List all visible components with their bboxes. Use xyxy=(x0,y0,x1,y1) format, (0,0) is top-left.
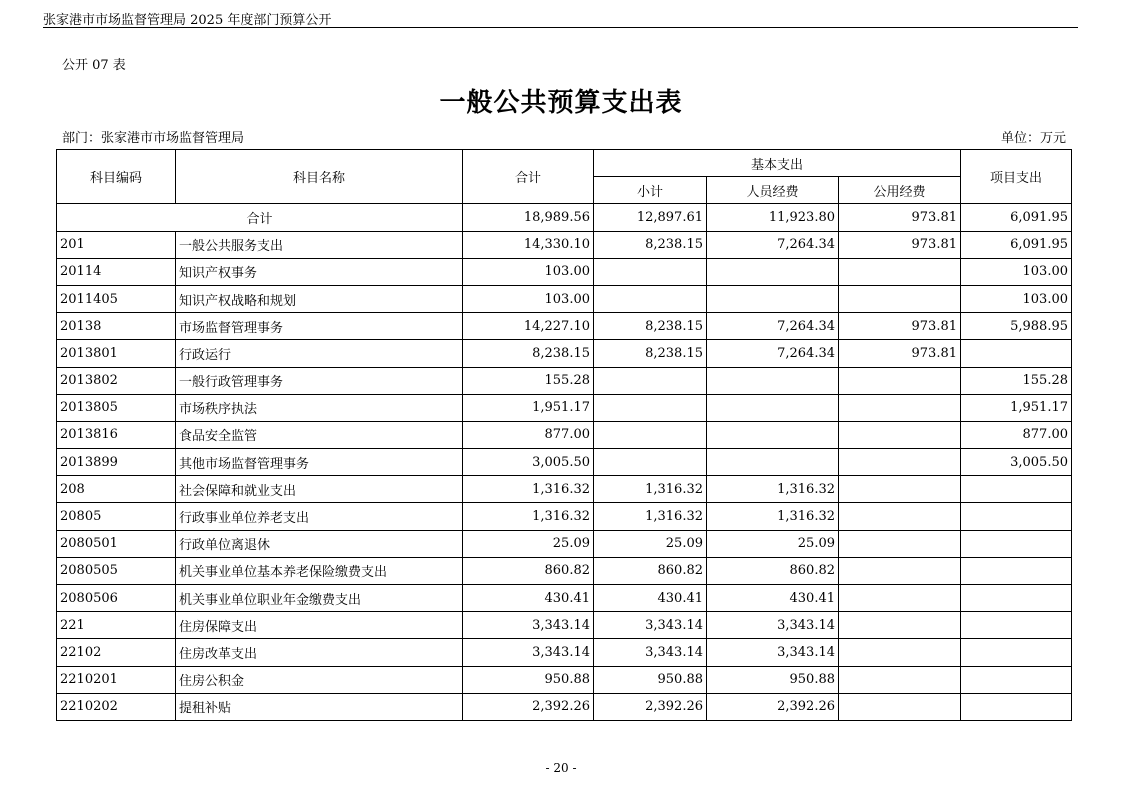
row-code: 2013899 xyxy=(57,449,176,476)
row-personnel: 7,264.34 xyxy=(707,231,839,258)
table-row xyxy=(57,612,1072,639)
row-total: 14,330.10 xyxy=(463,231,594,258)
row-total: 950.88 xyxy=(463,666,594,693)
row-name: 行政运行 xyxy=(176,340,463,367)
row-project xyxy=(961,503,1072,530)
table-row xyxy=(57,666,1072,693)
table-row xyxy=(57,313,1072,340)
row-project: 5,988.95 xyxy=(961,313,1072,340)
row-name: 社会保障和就业支出 xyxy=(176,476,463,503)
row-name: 行政单位离退休 xyxy=(176,530,463,557)
row-personnel: 1,316.32 xyxy=(707,476,839,503)
row-code: 2080501 xyxy=(57,530,176,557)
col-header-project: 项目支出 xyxy=(961,150,1072,204)
row-total: 155.28 xyxy=(463,367,594,394)
row-personnel xyxy=(707,449,839,476)
col-header-personnel: 人员经费 xyxy=(707,177,839,204)
row-project xyxy=(961,530,1072,557)
row-public xyxy=(839,258,961,285)
row-public xyxy=(839,530,961,557)
row-subtotal: 3,343.14 xyxy=(594,639,707,666)
row-project xyxy=(961,666,1072,693)
row-subtotal: 2,392.26 xyxy=(594,693,707,720)
header-rule xyxy=(43,27,1078,28)
row-name: 其他市场监督管理事务 xyxy=(176,449,463,476)
row-code: 2210201 xyxy=(57,666,176,693)
budget-table xyxy=(56,149,1072,721)
row-personnel: 1,316.32 xyxy=(707,503,839,530)
row-project xyxy=(961,639,1072,666)
page-number: - 20 - xyxy=(545,761,577,775)
row-project: 103.00 xyxy=(961,285,1072,312)
row-subtotal xyxy=(594,285,707,312)
row-name: 一般公共服务支出 xyxy=(176,231,463,258)
row-name: 一般行政管理事务 xyxy=(176,367,463,394)
row-total: 103.00 xyxy=(463,258,594,285)
row-subtotal xyxy=(594,449,707,476)
row-subtotal: 860.82 xyxy=(594,557,707,584)
row-subtotal xyxy=(594,421,707,448)
row-personnel xyxy=(707,421,839,448)
row-code: 2013805 xyxy=(57,394,176,421)
row-personnel: 430.41 xyxy=(707,585,839,612)
department-label: 部门：张家港市市场监督管理局 xyxy=(62,131,245,146)
row-subtotal: 430.41 xyxy=(594,585,707,612)
table-row xyxy=(57,585,1072,612)
row-project xyxy=(961,557,1072,584)
row-public xyxy=(839,476,961,503)
row-code: 2210202 xyxy=(57,693,176,720)
row-code: 20138 xyxy=(57,313,176,340)
row-code: 2013816 xyxy=(57,421,176,448)
total-total: 18,989.56 xyxy=(463,204,594,231)
form-code: 公开 07 表 xyxy=(62,58,126,73)
page-title: 一般公共预算支出表 xyxy=(439,88,683,118)
row-name: 市场秩序执法 xyxy=(176,394,463,421)
total-label: 合计 xyxy=(57,204,463,231)
row-total: 430.41 xyxy=(463,585,594,612)
row-name: 提租补贴 xyxy=(176,693,463,720)
row-name: 机关事业单位职业年金缴费支出 xyxy=(176,585,463,612)
row-public: 973.81 xyxy=(839,313,961,340)
unit-label: 单位：万元 xyxy=(1000,131,1066,146)
total-public: 973.81 xyxy=(839,204,961,231)
row-name: 知识产权战略和规划 xyxy=(176,285,463,312)
row-total: 25.09 xyxy=(463,530,594,557)
row-name: 行政事业单位养老支出 xyxy=(176,503,463,530)
row-public xyxy=(839,449,961,476)
row-project xyxy=(961,340,1072,367)
row-project: 877.00 xyxy=(961,421,1072,448)
row-total: 860.82 xyxy=(463,557,594,584)
col-header-name: 科目名称 xyxy=(176,150,463,204)
row-project xyxy=(961,612,1072,639)
row-public xyxy=(839,394,961,421)
row-code: 2080505 xyxy=(57,557,176,584)
total-subtotal: 12,897.61 xyxy=(594,204,707,231)
row-personnel: 860.82 xyxy=(707,557,839,584)
row-public xyxy=(839,612,961,639)
row-public: 973.81 xyxy=(839,340,961,367)
total-project: 6,091.95 xyxy=(961,204,1072,231)
row-personnel: 2,392.26 xyxy=(707,693,839,720)
table-row xyxy=(57,367,1072,394)
table-row xyxy=(57,557,1072,584)
row-total: 877.00 xyxy=(463,421,594,448)
row-name: 机关事业单位基本养老保险缴费支出 xyxy=(176,557,463,584)
table-row xyxy=(57,530,1072,557)
row-code: 2011405 xyxy=(57,285,176,312)
table-row xyxy=(57,394,1072,421)
row-total: 3,005.50 xyxy=(463,449,594,476)
row-personnel: 7,264.34 xyxy=(707,340,839,367)
col-header-public: 公用经费 xyxy=(839,177,961,204)
row-public xyxy=(839,285,961,312)
row-total: 8,238.15 xyxy=(463,340,594,367)
row-total: 2,392.26 xyxy=(463,693,594,720)
row-code: 22102 xyxy=(57,639,176,666)
table-row xyxy=(57,476,1072,503)
table-row xyxy=(57,639,1072,666)
row-public xyxy=(839,639,961,666)
row-code: 208 xyxy=(57,476,176,503)
row-code: 221 xyxy=(57,612,176,639)
row-public xyxy=(839,585,961,612)
row-code: 2013801 xyxy=(57,340,176,367)
table-row xyxy=(57,503,1072,530)
row-total: 1,316.32 xyxy=(463,503,594,530)
col-header-subtotal: 小计 xyxy=(594,177,707,204)
row-personnel: 3,343.14 xyxy=(707,639,839,666)
row-project xyxy=(961,585,1072,612)
row-public xyxy=(839,666,961,693)
table-row xyxy=(57,693,1072,720)
row-code: 20114 xyxy=(57,258,176,285)
row-total: 1,951.17 xyxy=(463,394,594,421)
row-public: 973.81 xyxy=(839,231,961,258)
row-total: 103.00 xyxy=(463,285,594,312)
col-header-basic: 基本支出 xyxy=(594,150,961,177)
col-header-total: 合计 xyxy=(463,150,594,204)
row-project xyxy=(961,476,1072,503)
col-header-code: 科目编码 xyxy=(57,150,176,204)
row-personnel xyxy=(707,285,839,312)
row-public xyxy=(839,557,961,584)
row-name: 知识产权事务 xyxy=(176,258,463,285)
row-subtotal: 3,343.14 xyxy=(594,612,707,639)
row-public xyxy=(839,503,961,530)
row-subtotal xyxy=(594,394,707,421)
row-personnel: 25.09 xyxy=(707,530,839,557)
total-personnel: 11,923.80 xyxy=(707,204,839,231)
row-project: 6,091.95 xyxy=(961,231,1072,258)
row-project: 155.28 xyxy=(961,367,1072,394)
row-subtotal: 950.88 xyxy=(594,666,707,693)
row-subtotal: 25.09 xyxy=(594,530,707,557)
row-public xyxy=(839,421,961,448)
row-name: 住房保障支出 xyxy=(176,612,463,639)
row-project: 103.00 xyxy=(961,258,1072,285)
row-public xyxy=(839,367,961,394)
row-name: 住房公积金 xyxy=(176,666,463,693)
row-personnel xyxy=(707,394,839,421)
row-subtotal: 8,238.15 xyxy=(594,340,707,367)
row-code: 20805 xyxy=(57,503,176,530)
row-code: 201 xyxy=(57,231,176,258)
row-total: 3,343.14 xyxy=(463,612,594,639)
row-personnel: 7,264.34 xyxy=(707,313,839,340)
row-project: 1,951.17 xyxy=(961,394,1072,421)
row-subtotal: 8,238.15 xyxy=(594,231,707,258)
row-subtotal xyxy=(594,258,707,285)
row-personnel: 950.88 xyxy=(707,666,839,693)
table-row xyxy=(57,340,1072,367)
header-row-1 xyxy=(57,150,1072,177)
row-project: 3,005.50 xyxy=(961,449,1072,476)
row-name: 住房改革支出 xyxy=(176,639,463,666)
row-subtotal xyxy=(594,367,707,394)
table-row xyxy=(57,285,1072,312)
row-subtotal: 8,238.15 xyxy=(594,313,707,340)
row-personnel xyxy=(707,258,839,285)
row-total: 1,316.32 xyxy=(463,476,594,503)
table-row xyxy=(57,231,1072,258)
document-header: 张家港市市场监督管理局 2025 年度部门预算公开 xyxy=(43,13,332,28)
row-code: 2013802 xyxy=(57,367,176,394)
row-name: 食品安全监管 xyxy=(176,421,463,448)
row-code: 2080506 xyxy=(57,585,176,612)
table-row xyxy=(57,258,1072,285)
table-body xyxy=(57,204,1072,721)
row-personnel xyxy=(707,367,839,394)
row-public xyxy=(839,693,961,720)
row-total: 3,343.14 xyxy=(463,639,594,666)
table-row xyxy=(57,449,1072,476)
row-subtotal: 1,316.32 xyxy=(594,503,707,530)
table-row xyxy=(57,421,1072,448)
row-project xyxy=(961,693,1072,720)
row-total: 14,227.10 xyxy=(463,313,594,340)
total-row xyxy=(57,204,1072,231)
row-subtotal: 1,316.32 xyxy=(594,476,707,503)
row-name: 市场监督管理事务 xyxy=(176,313,463,340)
row-personnel: 3,343.14 xyxy=(707,612,839,639)
